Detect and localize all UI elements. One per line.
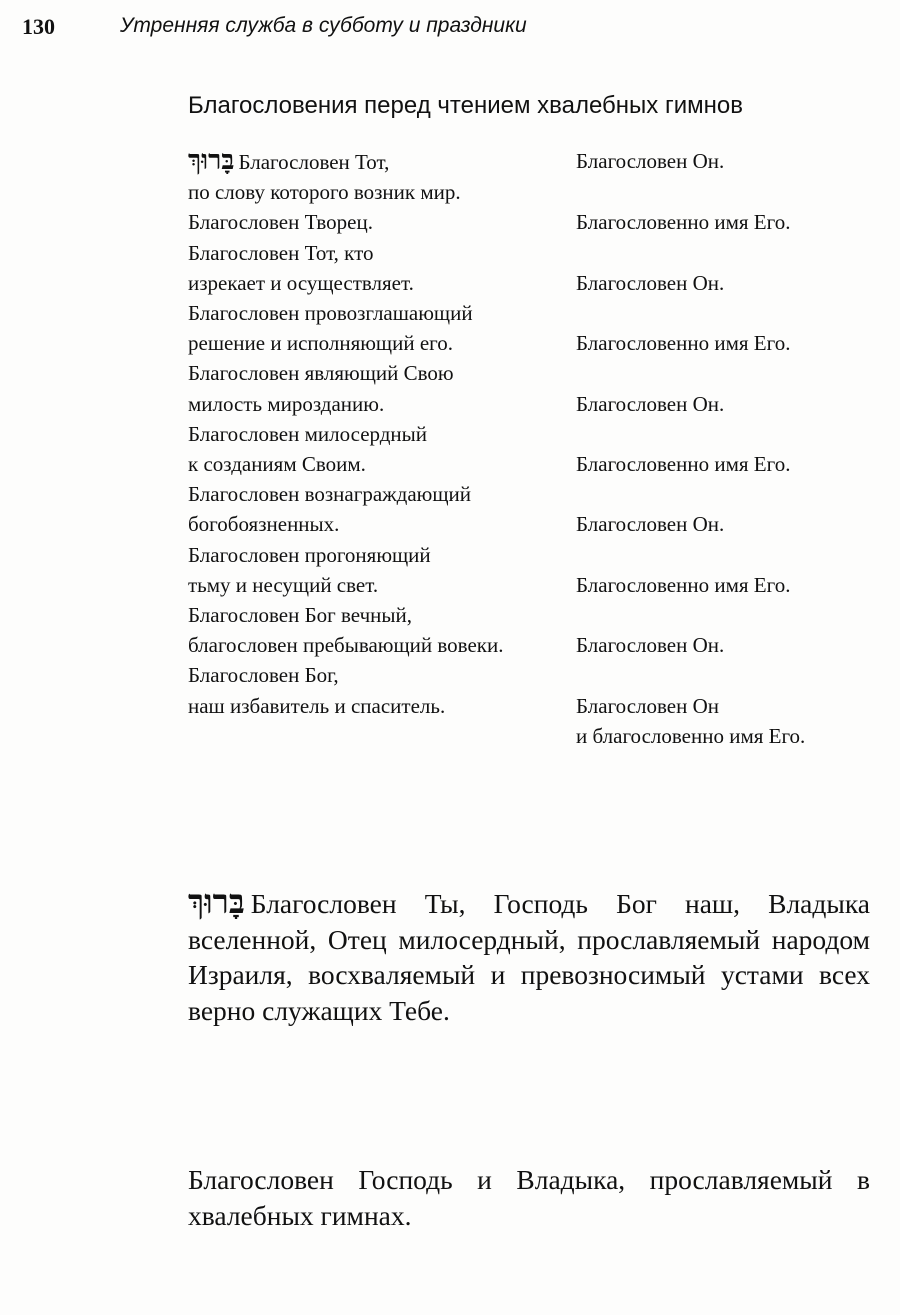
responsive-row xyxy=(188,146,868,207)
hebrew-word-baruch: בָּרוּךְ xyxy=(188,882,245,921)
reader-line xyxy=(188,540,576,600)
running-head: Утренняя служба в субботу и праздники xyxy=(120,14,527,37)
reader-text: Благословен Тот, кто xyxy=(188,240,374,265)
reader-line xyxy=(188,419,576,479)
response-text: Благословенно имя Его. xyxy=(576,572,791,597)
blessing-paragraph-text: Благословен Ты, Господь Бог наш, Владыка вселенной, Отец милосердный, прославляемый народом Израиля, восхваляемый и превозносимый устами всех верно служащих Тебе. xyxy=(188,888,870,1026)
responsive-row xyxy=(188,238,868,298)
reader-text: богобоязненных. xyxy=(188,512,340,537)
reader-text: Благословен являющий Свою xyxy=(188,361,454,386)
responsive-row xyxy=(188,660,868,751)
response-text: Благословен Он. xyxy=(576,270,725,295)
response-text: Благословенно имя Его. xyxy=(576,210,791,235)
reader-text: Благословен вознаграждающий xyxy=(188,482,472,507)
responsive-row xyxy=(188,298,868,358)
responsive-row xyxy=(188,419,868,479)
response-text: Благословен Он. xyxy=(576,391,725,416)
reader-text: тьму и несущий свет. xyxy=(188,572,379,597)
reader-text: Благословен Бог, xyxy=(188,663,339,688)
reader-text xyxy=(188,146,576,177)
responsive-row xyxy=(188,358,868,418)
reader-text-part: Благословен Тот, xyxy=(238,150,390,174)
reader-line xyxy=(188,238,576,298)
reader-line xyxy=(188,479,576,539)
reader-text: по слову которого возник мир. xyxy=(188,180,461,205)
page-number: 130 xyxy=(22,14,55,39)
response-text: и благословенно имя Его. xyxy=(576,723,806,748)
reader-text: Благословен Бог вечный, xyxy=(188,603,413,628)
reader-text: наш избавитель и спаситель. xyxy=(188,693,446,718)
response-text: Благословен Он xyxy=(576,693,720,718)
responsive-row xyxy=(188,207,868,237)
responsive-row xyxy=(188,479,868,539)
response-line xyxy=(576,146,868,207)
reader-text: решение и исполняющий его. xyxy=(188,331,453,356)
response-line xyxy=(576,419,868,479)
response-line xyxy=(576,298,868,358)
response-line xyxy=(576,207,868,237)
reader-line xyxy=(188,600,576,660)
responsive-row xyxy=(188,600,868,660)
response-text: Благословен Он. xyxy=(576,512,725,537)
reader-line xyxy=(188,207,576,237)
reader-text: Благословен прогоняющий xyxy=(188,542,431,567)
reader-text: изрекает и осуществляет. xyxy=(188,270,414,295)
response-line xyxy=(576,600,868,660)
hebrew-word-baruch: בָּרוּךְ xyxy=(188,145,235,176)
blessing-paragraph xyxy=(188,884,870,1028)
closing-paragraph: Благословен Господь и Владыка, прославляемый в хвалебных гимнах. xyxy=(188,1164,870,1231)
responsive-row xyxy=(188,540,868,600)
response-line xyxy=(576,540,868,600)
responsive-reading xyxy=(188,146,868,751)
response-line xyxy=(576,479,868,539)
reader-text: к созданиям Своим. xyxy=(188,452,366,477)
reader-line xyxy=(188,146,576,207)
reader-text: Благословен Творец. xyxy=(188,210,373,235)
section-title: Благословения перед чтением хвалебных гимнов xyxy=(188,92,743,119)
response-text: Благословен Он. xyxy=(576,149,725,173)
reader-text: Благословен милосердный xyxy=(188,421,428,446)
response-line xyxy=(576,660,868,751)
response-text: Благословенно имя Его. xyxy=(576,452,791,477)
response-line xyxy=(576,238,868,298)
reader-line xyxy=(188,298,576,358)
reader-line xyxy=(188,358,576,418)
reader-line xyxy=(188,660,576,751)
reader-text: благословен пребывающий вовеки. xyxy=(188,633,504,658)
reader-text: милость мирозданию. xyxy=(188,391,385,416)
response-text: Благословен Он. xyxy=(576,633,725,658)
reader-text: Благословен провозглашающий xyxy=(188,301,473,326)
response-text: Благословенно имя Его. xyxy=(576,331,791,356)
response-line xyxy=(576,358,868,418)
